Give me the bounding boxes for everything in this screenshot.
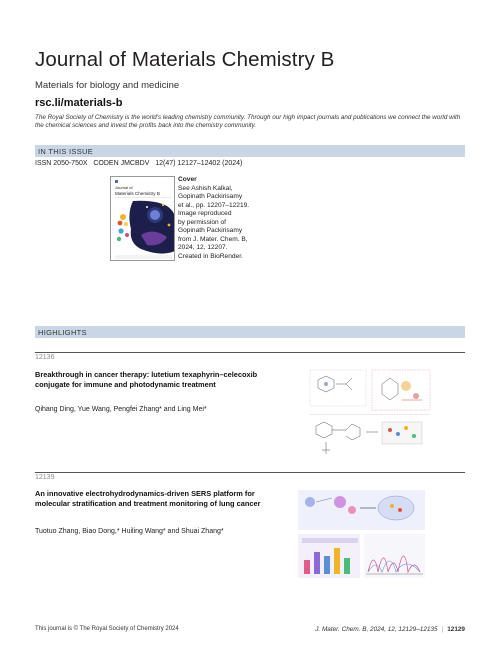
in-this-issue-label: IN THIS ISSUE (38, 146, 94, 156)
journal-url-link[interactable]: rsc.li/materials-b (35, 97, 123, 109)
graphical-abstract-1-artwork (306, 366, 434, 460)
footer-page-number: 12129 (447, 626, 465, 633)
cover-image[interactable] (110, 176, 175, 261)
article-page-number[interactable]: 12139 (35, 474, 55, 481)
article-authors: Tuotuo Zhang, Biao Dong,* Huiling Wang* and Shuai Zhang* (35, 528, 224, 535)
article-page-number[interactable]: 12136 (35, 354, 55, 361)
article-title[interactable]: Breakthrough in cancer therapy: lutetium texaphyrin–celecoxib conjugate for immune and photodynamic treatment (35, 370, 258, 389)
article-divider (35, 472, 465, 473)
issn-line: ISSN 2050-750X CODEN JMCBDV 12(47) 12127–12402 (2024) (35, 160, 243, 167)
footer-citation: J. Mater. Chem. B, 2024, 12, 12129–12135 (315, 626, 438, 633)
cover-line: Created in BioRender. (178, 252, 243, 260)
article-graphical-abstract[interactable] (306, 366, 434, 460)
article-authors: Qihang Ding, Yue Wang, Pengfei Zhang* and Ling Mei* (35, 406, 207, 413)
footer-separator: | (441, 626, 444, 633)
cover-line: Gopinath Packirisamy (178, 227, 243, 234)
cover-line: from J. Mater. Chem. B, (178, 235, 248, 243)
cover-line: See Ashish Kalkal, (178, 184, 233, 192)
cover-artwork (111, 177, 175, 261)
rsc-blurb: The Royal Society of Chemistry is the world's leading chemistry community. Through our high impact journals and publications we connect the world with the chemical sciences and invest the profits back into the chemistry community. (35, 114, 461, 129)
cover-line: Gopinath Packirisamy (178, 193, 243, 200)
cover-title-line1: Journal of (115, 185, 133, 190)
cover-line: 2024, 12, 12207. (178, 244, 228, 251)
highlights-bar (35, 326, 465, 338)
cover-line: et al., pp. 12207–12219. (178, 201, 250, 209)
cover-heading: Cover (178, 176, 197, 183)
footer-citation-block (315, 626, 465, 633)
article-graphical-abstract[interactable] (296, 488, 427, 582)
article-divider (35, 352, 465, 353)
footer-copyright: This journal is © The Royal Society of Chemistry 2024 (35, 626, 179, 632)
cover-line: by permission of (178, 218, 227, 226)
cover-line: Image reproduced (178, 210, 232, 217)
journal-title: Journal of Materials Chemistry B (35, 48, 335, 71)
graphical-abstract-2-artwork (296, 488, 427, 582)
cover-title-line2: Materials Chemistry B (115, 191, 160, 196)
highlights-label: HIGHLIGHTS (38, 327, 87, 337)
cover-caption (178, 176, 278, 261)
journal-subtitle: Materials for biology and medicine (35, 80, 180, 91)
article-title[interactable]: An innovative electrohydrodynamics-driven SERS platform for molecular stratification and treatment monitoring of lung cancer (35, 489, 261, 508)
in-this-issue-bar (35, 145, 465, 157)
